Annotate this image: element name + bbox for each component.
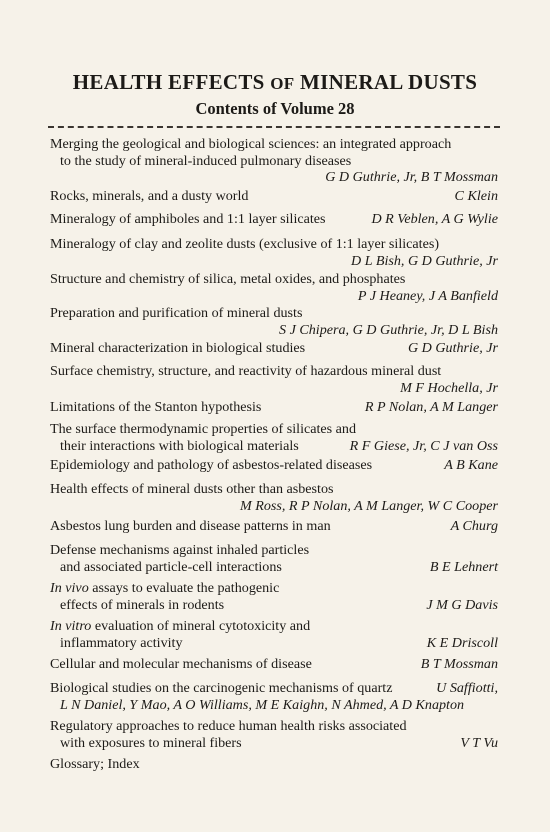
contents-entry	[50, 718, 498, 756]
contents-entry	[50, 340, 498, 363]
entry-title-rest: evaluation of mineral cytotoxicity and	[91, 618, 311, 634]
entry-title: Structure and chemistry of silica, metal oxides, and phosphates	[50, 271, 406, 287]
contents-entry	[50, 457, 498, 481]
entry-authors: M F Hochella, Jr	[400, 379, 498, 396]
title-of: OF	[270, 74, 295, 93]
entry-authors: D L Bish, G D Guthrie, Jr	[351, 252, 498, 269]
entry-title-cont: their interactions with biological materials	[60, 437, 299, 454]
contents-list	[50, 136, 498, 776]
entry-title: Health effects of mineral dusts other than asbestos	[50, 481, 334, 497]
entry-title: Surface chemistry, structure, and reactivity of hazardous mineral dust	[50, 363, 442, 379]
book-title	[0, 70, 550, 95]
entry-title: Rocks, minerals, and a dusty world	[50, 188, 249, 204]
entry-authors: J M G Davis	[426, 596, 498, 613]
contents-entry	[50, 399, 498, 421]
entry-title	[50, 618, 498, 635]
entry-authors: D R Veblen, A G Wylie	[371, 211, 498, 227]
contents-entry	[50, 481, 498, 518]
contents-entry	[50, 211, 498, 236]
contents-entry	[50, 271, 498, 305]
entry-title: Asbestos lung burden and disease patterns in man	[50, 518, 331, 534]
entry-title-italic: In vivo	[50, 580, 89, 596]
entry-title: Regulatory approaches to reduce human health risks associated	[50, 718, 407, 734]
volume-subtitle: Contents of Volume 28	[195, 99, 355, 118]
entry-authors: C Klein	[454, 188, 498, 204]
entry-authors: G D Guthrie, Jr, B T Mossman	[325, 169, 498, 185]
entry-authors: R P Nolan, A M Langer	[364, 399, 498, 415]
contents-entry	[50, 680, 498, 718]
entry-title: The surface thermodynamic properties of silicates and	[50, 421, 357, 437]
entry-title: Epidemiology and pathology of asbestos-related diseases	[50, 457, 373, 473]
title-end: MINERAL DUSTS	[300, 70, 478, 94]
contents-entry	[50, 518, 498, 542]
entry-authors: A Churg	[450, 518, 498, 534]
entry-authors: V T Vu	[460, 734, 498, 751]
contents-entry	[50, 363, 498, 399]
entry-title: Limitations of the Stanton hypothesis	[50, 399, 262, 415]
entry-authors: B E Lehnert	[429, 558, 498, 575]
entry-title-cont: with exposures to mineral fibers	[60, 734, 242, 751]
entry-title: Biological studies on the carcinogenic mechanisms of quartz	[50, 680, 393, 696]
entry-title: Mineralogy of clay and zeolite dusts (exclusive of 1:1 layer silicates)	[50, 236, 440, 252]
contents-entry	[50, 236, 498, 271]
entry-authors: A B Kane	[444, 457, 498, 473]
entry-title: Glossary; Index	[50, 756, 140, 772]
contents-entry	[50, 656, 498, 680]
entry-title: Mineral characterization in biological studies	[50, 340, 306, 356]
entry-title: Cellular and molecular mechanisms of disease	[50, 656, 312, 672]
entry-title: Preparation and purification of mineral dusts	[50, 305, 303, 321]
entry-authors: G D Guthrie, Jr	[407, 340, 498, 356]
contents-entry	[50, 188, 498, 211]
contents-entry	[50, 305, 498, 340]
contents-entry	[50, 542, 498, 580]
entry-title-cont: and associated particle-cell interactions	[60, 558, 282, 575]
dashed-divider	[48, 126, 500, 128]
entry-authors: S J Chipera, G D Guthrie, Jr, D L Bish	[279, 321, 498, 338]
entry-title: Defense mechanisms against inhaled particles	[50, 542, 310, 558]
entry-title-cont: to the study of mineral-induced pulmonary diseases	[60, 152, 352, 169]
contents-entry	[50, 580, 498, 618]
entry-title-rest: assays to evaluate the pathogenic	[88, 580, 280, 596]
entry-authors-cont: L N Daniel, Y Mao, A O Williams, M E Kaighn, N Ahmed, A D Knapton	[60, 696, 465, 713]
title-main: HEALTH EFFECTS	[72, 70, 265, 94]
entry-title-cont: effects of minerals in rodents	[60, 596, 225, 613]
entry-title-italic: In vitro	[50, 618, 92, 634]
entry-authors: P J Heaney, J A Banfield	[357, 287, 498, 304]
entry-authors: U Saffiotti,	[436, 680, 498, 696]
entry-title: Merging the geological and biological sciences: an integrated approach	[50, 136, 452, 152]
entry-authors: B T Mossman	[420, 656, 498, 672]
contents-entry	[50, 421, 498, 457]
contents-entry	[50, 136, 498, 188]
contents-entry	[50, 756, 498, 776]
entry-authors: M Ross, R P Nolan, A M Langer, W C Cooper	[239, 497, 498, 514]
entry-title: Mineralogy of amphiboles and 1:1 layer silicates	[50, 211, 326, 227]
entry-authors: R F Giese, Jr, C J van Oss	[349, 437, 498, 454]
entry-title-cont: inflammatory activity	[60, 634, 183, 651]
entry-authors: K E Driscoll	[426, 634, 498, 651]
entry-title	[50, 580, 498, 597]
contents-entry	[50, 618, 498, 656]
